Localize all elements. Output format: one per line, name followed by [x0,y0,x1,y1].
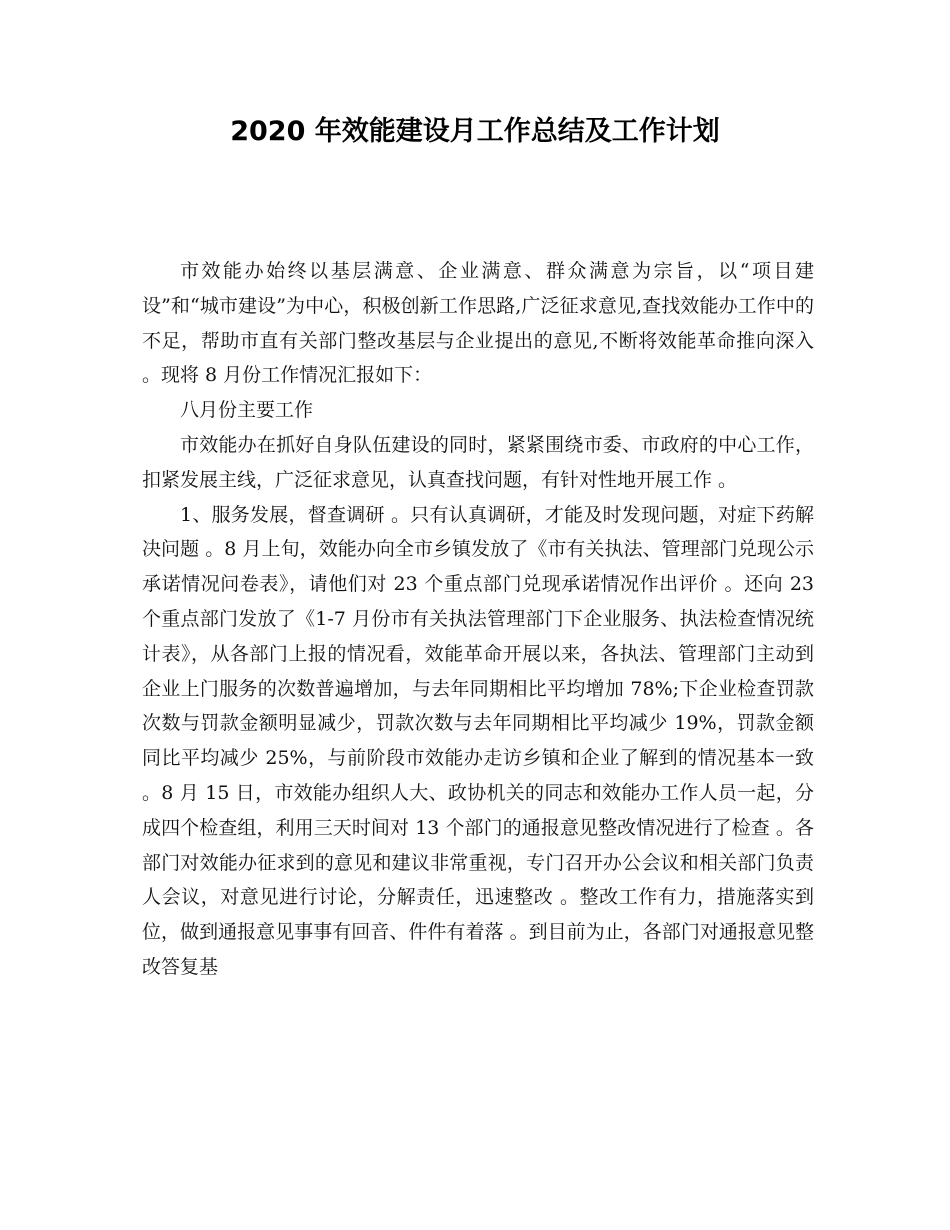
paragraph-overview: 市效能办在抓好自身队伍建设的同时，紧紧围绕市委、市政府的中心工作，扣紧发展主线，广泛征求意见，认真查找问题，有针对性地开展工作 。 [142,433,814,491]
paragraph-intro: 市效能办始终以基层满意、企业满意、群众满意为宗旨，以“项目建设”和“城市建设”为中心，积极创新工作思路,广泛征求意见,查找效能办工作中的不足，帮助市直有关部门整改基层与企业提出的意见,不断将效能革命推向深入 。现将 8 月份工作情况汇报如下： [142,260,814,387]
paragraph-section-heading: 八月份主要工作 [180,399,314,422]
paragraph-item-1: 1、服务发展，督查调研 。只有认真调研，才能及时发现问题，对症下药解决问题 。8 月上旬，效能办向全市乡镇发放了《市有关执法、管理部门兑现公示承诺情况问卷表》，请他们对 23 个重点部门兑现承诺情况作出评价 。还向 23 个重点部门发放了《1-7 月份市有关执法管理部门下企业服务、执法检查情况统计表》，从各部门上报的情况看，效能革命开展以来，各执法、管理部门主动到企业上门服务的次数普遍增加，与去年同期相比平均增加 78%;下企业检查罚款次数与罚款金额明显减少，罚款次数与去年同期相比平均减少 19%，罚款金额同比平均减少 25%，与前阶段市效能办走访乡镇和企业了解到的情况基本一致 。8 月 15 日，市效能办组织人大、政协机关的同志和效能办工作人员一起，分成四个检查组，利用三天时间对 13 个部门的通报意见整改情况进行了检查 。各部门对效能办征求到的意见和建议非常重视，专门召开办公会议和相关部门负责人会议，对意见进行讨论，分解责任，迅速整改 。整改工作有力，措施落实到位，做到通报意见事事有回音、件件有着落 。到目前为止，各部门对通报意见整改答复基 [142,503,814,978]
document-title: 2020 年效能建设月工作总结及工作计划 [230,116,720,147]
document-body [142,254,814,985]
